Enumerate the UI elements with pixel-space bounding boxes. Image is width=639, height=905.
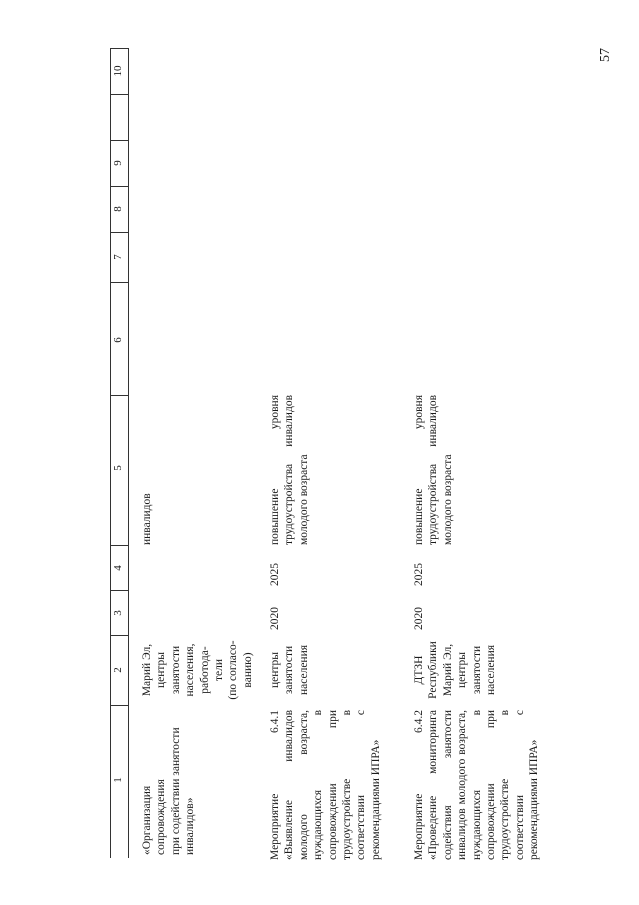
row0-col5: инвалидов [141, 493, 153, 545]
row1-col2: центры занятости населения [269, 644, 310, 696]
row2-col4: 2025 [413, 563, 425, 586]
row2-col5: повышение уровня трудоустройства инвалидов молодого возраста [413, 395, 454, 545]
row1-col3: 2020 [269, 607, 281, 630]
row2-col2: ДТЗН Республики Марий Эл, центры занятости населения [413, 641, 497, 699]
column-divider [110, 94, 128, 95]
column-divider [110, 186, 128, 187]
header-col-1: 1 [112, 777, 124, 783]
column-divider [110, 48, 128, 49]
column-divider [110, 545, 128, 546]
column-divider [110, 635, 128, 636]
column-divider [110, 705, 128, 706]
row2-col3: 2020 [413, 607, 425, 630]
row1-col4: 2025 [269, 563, 281, 586]
column-divider [110, 395, 128, 396]
header-col-10: 10 [112, 65, 124, 77]
header-col-5: 5 [112, 465, 124, 471]
page-number: 57 [598, 48, 613, 62]
header-col-2: 2 [112, 667, 124, 673]
column-divider [110, 232, 128, 233]
row0-col2: Марий Эл, центры занятости населения, работода- тели (по согласо- ванию) [141, 640, 254, 700]
header-col-7: 7 [112, 254, 124, 260]
column-divider [110, 590, 128, 591]
header-col-8: 8 [112, 206, 124, 212]
header-col-9: 9 [112, 160, 124, 166]
header-col-6: 6 [112, 337, 124, 343]
column-divider [110, 140, 128, 141]
column-divider [110, 282, 128, 283]
row1-col5: повышение уровня трудоустройства инвалидов молодого возраста [269, 395, 310, 545]
row1-col1: Мероприятие 6.4.1 «Выявление инвалидов молодого возраста, нуждающихся в сопровождении при трудоустройстве в соответствии с рекомендациями ИПРА» [269, 710, 382, 860]
row0-col1: «Организация сопровождения при содействии занятости инвалидов» [141, 727, 197, 855]
header-col-3: 3 [112, 610, 124, 616]
header-col-4: 4 [112, 565, 124, 571]
row2-col1: Мероприятие 6.4.2 «Проведение мониторинга содействия занятости инвалидов молодого возраста, нуждающихся в сопровождении при трудоустройстве в соответствии с рекомендациями ИПРА» [413, 710, 540, 860]
table-top-rule [128, 48, 129, 858]
